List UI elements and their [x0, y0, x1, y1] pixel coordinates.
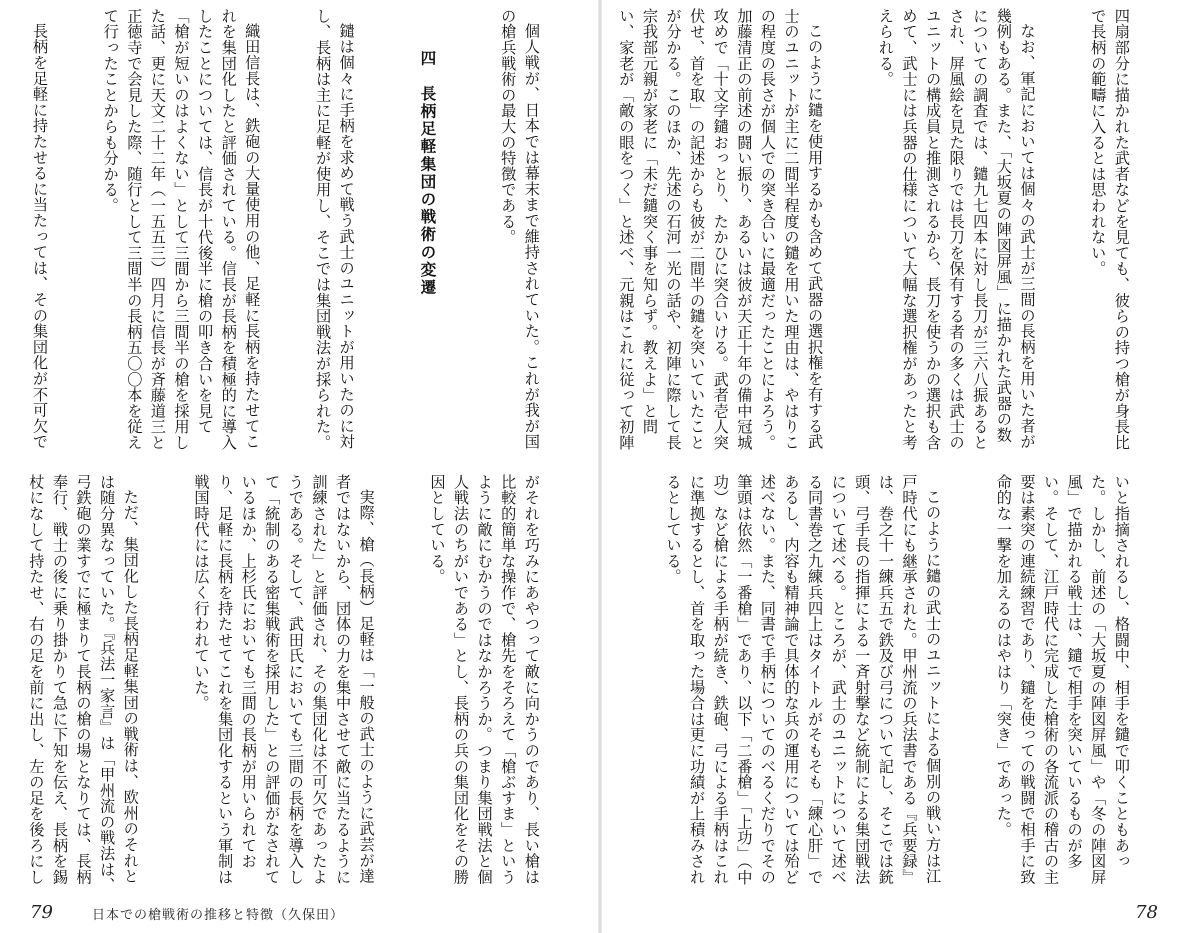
right-page-top-text — [614, 8, 1180, 452]
paragraph: いと指摘されるし、格闘中、相手を鑓で叩くこともあった。しかし、前述の「大坂夏の陣図屏風」や「冬の陣図屏風」で描かれる戦士は、鑓で相手を突いているものが多い。そして、江戸時代に完成した槍術の各流派の稽古の主要は素突の連続練習であり、鑓を使っての戦闘で相手に致命的な一撃を加えるのはやはり「突き」であった。 — [994, 474, 1131, 885]
left-page-bottom-text — [24, 474, 590, 899]
running-head: 日本での槍戦術の推移と特徴（久保田） — [92, 908, 345, 923]
page-number: 78 — [1135, 902, 1158, 923]
paragraph: 実際、槍（長柄）足軽は「一般の武士のように武芸が達者ではないから、団体の力を集中させて敵に当たるように訓練された」と評価され、その集団化は不可欠であったようである。そして、武田氏においても三間の長柄を導入して「統制のある密集戦術を採用した」との評価がなされているほか、上杉氏においても三間の長柄が用いられており、足軽に長柄を持たせてこれを集団化するという軍制は戦国時代には広く行われていた。 — [192, 474, 376, 885]
paragraph: 長柄を足軽に持たせるに当たっては、その集団化が不可欠で — [30, 23, 49, 450]
left-page-top-text — [24, 8, 590, 452]
paragraph: このように鑓を使用するかも含めて武器の選択権を有する武士のユニットが主に二間半程度の鑓を用いた理由は、やはりこの程度の長さが個人での突き合いに最適だったことによろう。加藤清正の前述の闘い振り、あるいは彼が天正十年の備中冠城攻めで「十文字鑓おっとり、たかひに突合いける。武者壱人突伏せ、首を取」の記述からも彼が二間半の鑓を突いていたことが分かる。このほか、先述の石河一光の話や、初陣に際して長宗我部元親が家老に「未だ鑓突く事を知らず。教えよ」と問い、家老が「敵の眼をつく」と述べ、元親はこれに従って初陣 — [617, 8, 825, 451]
paragraph: 四扇部分に描かれた武者などを見ても、彼らの持つ槍が身長比で長柄の範疇に入るとは思われない。 — [1089, 8, 1131, 451]
paragraph: ただ、集団化した長柄足軽集団の戦術は、欧州のそれとは随分異なっていた。『兵法一家言』は「甲州流の戦法は、弓鉄砲の業すでに極まりて長柄の槍の場となりては、長柄奉行、戦士の後に乗り掛かりて急に下知を伝え、長柄を錫杖になして持たせ、右の足を前に出し、左の足を後ろにし — [27, 474, 140, 893]
page-number: 79 — [30, 902, 53, 923]
paragraph: 鑓は個々に手柄を求めて戦う武士のユニットが用いたのに対し、長柄は主に足軽が使用し、そこでは集団戦法が採られた。 — [314, 8, 356, 451]
paragraph: なお、軍記においては個々の武士が三間の長柄を用いた者が幾例もある。また、「大坂夏の陣図屏風」に描かれた武器の数についての調査では、鑓九七四本に対し長刀が三六八振あるとされ、屏風絵を見た限りでは長刀を保有する者の多くは武士のユニットの構成員と推測されるから、長刀を使うかの選択も含めて、武士には兵器の仕様について大幅な選択権があったと考えられる。 — [876, 8, 1037, 451]
right-page — [600, 0, 1200, 933]
paragraph: 個人戦が、日本では幕末まで維持されていた。これが我が国の槍兵戦術の最大の特徴である。 — [499, 8, 541, 450]
paragraph: がそれを巧みにあやつって敵に向かうのであり、長い槍は比較的簡単な操作で、槍先をそろえて「槍ぶすま」というように敵にむかうのではなかろうか。つまり集団戦法と個人戦法のちがいである」とし、長柄の兵の集団化をその勝因としている。 — [428, 474, 541, 885]
right-page-bottom-text — [614, 474, 1180, 899]
paragraph: このように鑓の武士のユニットによる個別の戦い方は江戸時代にも継承された。甲州流の兵法書である『兵要録』は、巻之十一練兵五で鉄及び弓について記し、そこでは銃頭、弓手長の指揮による一斉射撃など統制による集団戦法について述べる。ところが、武士のユニットについて述べる同書巻之九練兵四上はタイトルがそもそも「練心肝」であるし、内容も精神論で具体的な兵の運用については殆ど述べない。また、同書で手柄についてのべるくだりでその筆頭は依然「一番槍」であり、以下「二番槍」「上功」（中功）など槍による手柄が続き、鉄砲、弓による手柄はこれに準拠するとし、首を取った場合は更に功績が上積みされるとしている。 — [664, 474, 943, 886]
paragraph: 織田信長は、鉄砲の大量使用の他、足軽に長柄を持たせてこれを集団化したと評価されている。信長が長柄を積極的に導入したことについては、信長が十代後半に槍の叩き合いを見て「槍が短いのはよくない」として三間から三間半の槍を採用した話、更に天文二十二年（一五五三）四月に信長が斉藤道三と正徳寺で会見した際、随行として三間半の長柄五〇〇本を従えて行ったことからも分かる。 — [101, 8, 262, 451]
section-heading: 四 長柄足軽集団の戦術の変遷 — [418, 50, 437, 297]
